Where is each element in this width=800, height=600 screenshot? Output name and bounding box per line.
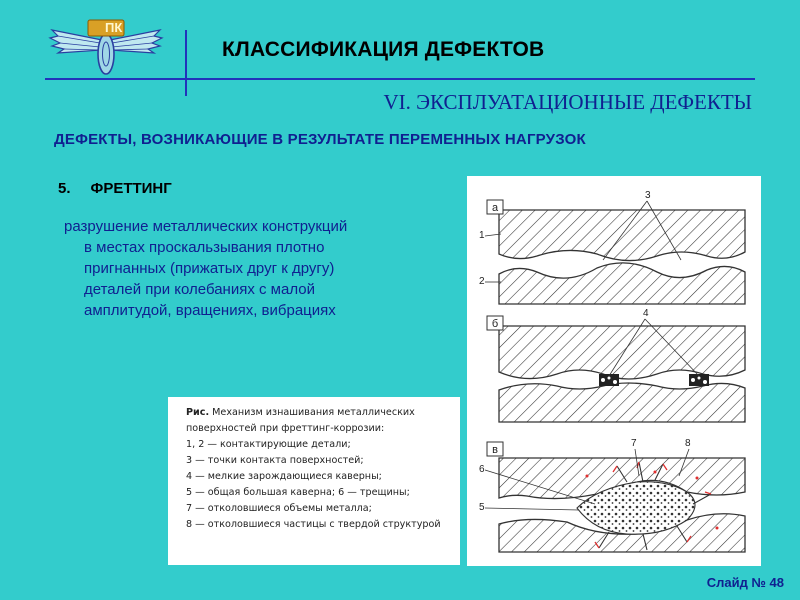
caption-line: 1, 2 — контактирующие детали; <box>186 439 351 450</box>
callout-label: 5 <box>479 502 485 513</box>
callout-label: 6 <box>479 464 485 475</box>
description-line: в местах проскальзывания плотно <box>84 239 325 256</box>
slide-title: КЛАССИФИКАЦИЯ ДЕФЕКТОВ <box>222 38 545 61</box>
callout-label: 4 <box>643 308 649 319</box>
defect-description <box>64 216 454 321</box>
header-horizontal-rule <box>45 78 755 80</box>
caption-line: 7 — отколовшиеся объемы металла; <box>186 503 372 514</box>
panel-a-letter: а <box>491 202 499 214</box>
section-title: VI. ЭКСПЛУАТАЦИОННЫЕ ДЕФЕКТЫ <box>383 90 752 114</box>
panel-b <box>487 308 745 422</box>
panel-c <box>479 438 745 552</box>
description-line: разрушение металлических конструкций <box>64 218 348 235</box>
callout-label: 7 <box>631 438 637 449</box>
callout-label: 2 <box>479 276 485 287</box>
panel-c-letter: в <box>492 444 498 456</box>
callout-label: 1 <box>479 230 485 241</box>
description-line: деталей при колебаниях с малой <box>84 281 315 298</box>
panel-a <box>479 190 745 304</box>
header-vertical-rule <box>185 30 187 96</box>
callout-label: 8 <box>685 438 691 449</box>
logo <box>48 16 164 78</box>
description-line: амплитудой, вращениях, вибрациях <box>84 302 336 319</box>
caption-line: 5 — общая большая каверна; 6 — трещины; <box>186 487 410 498</box>
panel-b-letter: б <box>491 318 499 330</box>
caption-line: 8 — отколовшиеся частицы с твердой структурой <box>186 519 441 530</box>
defect-name: ФРЕТТИНГ <box>90 180 172 197</box>
caption-line: 3 — точки контакта поверхностей; <box>186 455 364 466</box>
description-line: пригнанных (прижатых друг к другу) <box>84 260 335 277</box>
slide-number: Слайд № 48 <box>706 575 784 590</box>
caption-label: Рис. <box>186 407 210 418</box>
section-subtitle: ДЕФЕКТЫ, ВОЗНИКАЮЩИЕ В РЕЗУЛЬТАТЕ ПЕРЕМЕННЫХ НАГРУЗОК <box>54 131 586 148</box>
caption-line: поверхностей при фреттинг-коррозии: <box>186 423 385 434</box>
figure-caption <box>168 397 460 565</box>
caption-line: 4 — мелкие зарождающиеся каверны; <box>186 471 382 482</box>
fretting-diagram <box>467 176 761 566</box>
caption-line: Механизм изнашивания металлических <box>212 407 415 418</box>
logo-text: ПК <box>105 20 123 35</box>
defect-heading <box>58 180 172 197</box>
callout-label: 3 <box>645 190 651 201</box>
defect-number: 5. <box>58 180 71 197</box>
